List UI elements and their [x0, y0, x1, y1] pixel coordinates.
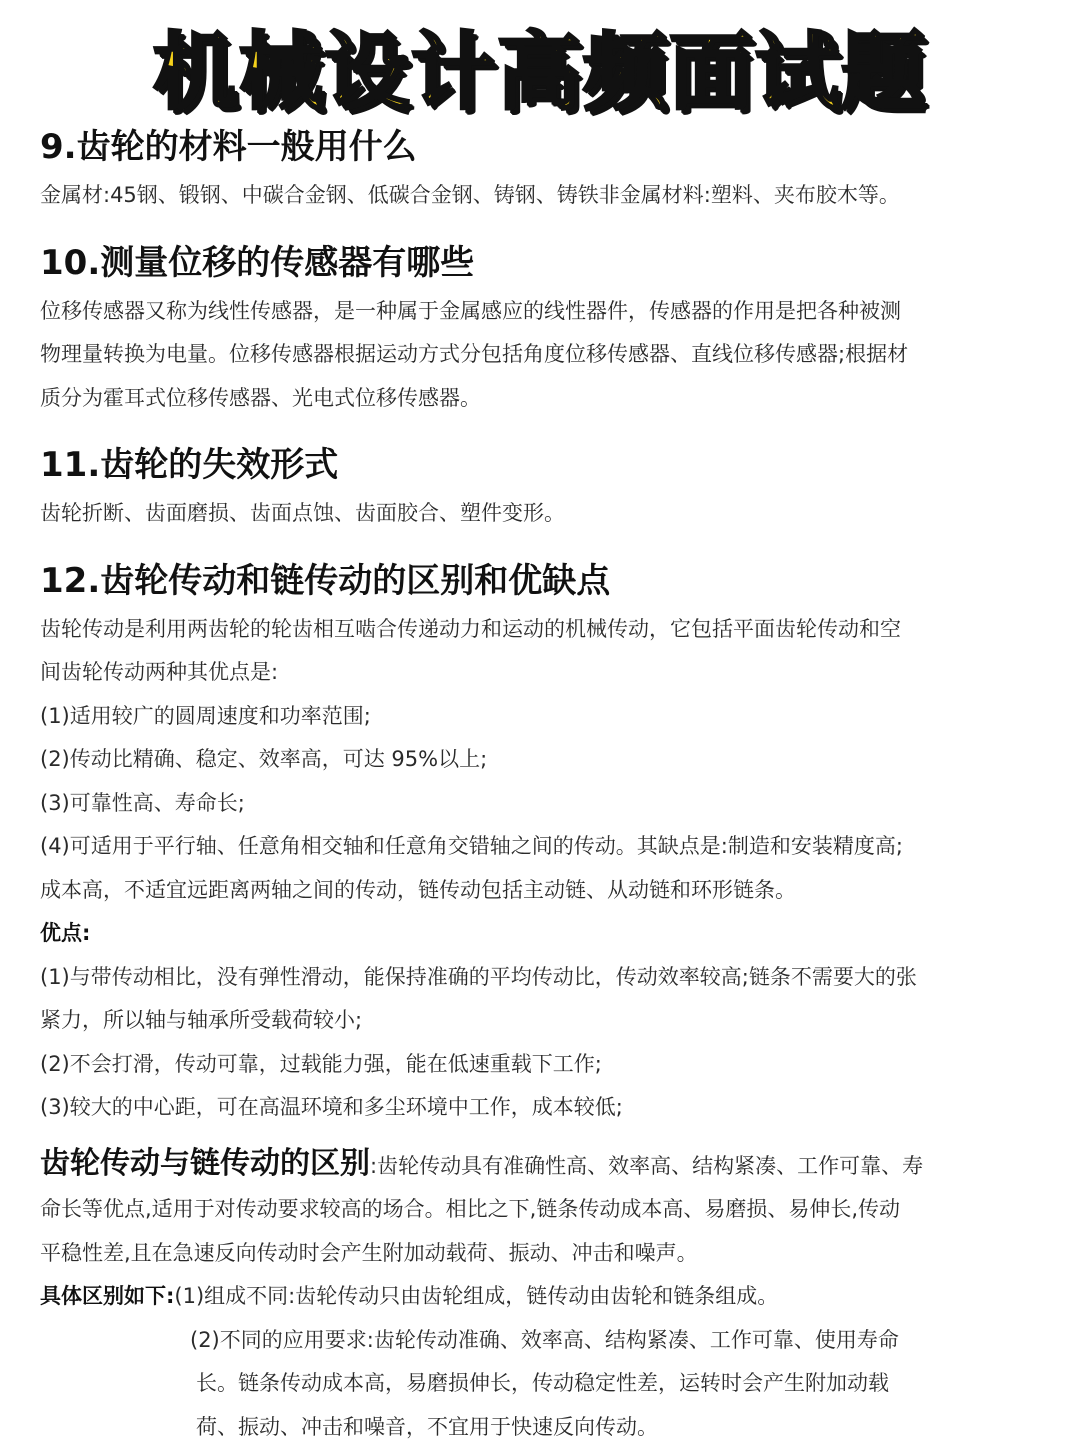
- section-9: [40, 120, 1050, 218]
- advantages-label: 优点:: [40, 912, 1050, 956]
- paragraph-line: 紧力，所以轴与轴承所受载荷较小;: [40, 999, 1050, 1043]
- detail-label: 具体区别如下:: [40, 1284, 174, 1308]
- list-item: (3)可靠性高、寿命长;: [40, 782, 1050, 826]
- detail-first-row: [40, 1275, 1050, 1319]
- list-item: (3)较大的中心距，可在高温环境和多尘环境中工作，成本较低;: [40, 1086, 1050, 1130]
- difference-heading: 齿轮传动与链传动的区别: [40, 1146, 370, 1181]
- section-12: [40, 554, 1050, 1130]
- paragraph-line: 命长等优点,适用于对传动要求较高的场合。相比之下,链条传动成本高、易磨损、易伸长,传动: [40, 1188, 1050, 1232]
- paragraph-line: 长。链条传动成本高，易磨损伸长，传动稳定性差，运转时会产生附加动载: [40, 1362, 1050, 1406]
- section-heading: 11.齿轮的失效形式: [40, 438, 1050, 492]
- section-10: [40, 236, 1050, 421]
- paragraph-line: 齿轮传动是利用两齿轮的轮齿相互啮合传递动力和运动的机械传动，它包括平面齿轮传动和空: [40, 608, 1050, 652]
- detail-item: (1)组成不同:齿轮传动只由齿轮组成，链传动由齿轮和链条组成。: [174, 1284, 778, 1308]
- list-item: (4)可适用于平行轴、任意角相交轴和任意角交错轴之间的传动。其缺点是:制造和安装精度高;: [40, 825, 1050, 869]
- paragraph-line: 质分为霍耳式位移传感器、光电式位移传感器。: [40, 377, 1050, 421]
- paragraph-line: 物理量转换为电量。位移传感器根据运动方式分包括角度位移传感器、直线位移传感器;根据材: [40, 333, 1050, 377]
- section-heading: 9.齿轮的材料一般用什么: [40, 120, 1050, 174]
- list-item: (2)不会打滑，传动可靠，过载能力强，能在低速重载下工作;: [40, 1043, 1050, 1087]
- paragraph-line: 荷、振动、冲击和噪音，不宜用于快速反向传动。: [40, 1406, 1050, 1449]
- detail-item: (2)不同的应用要求:齿轮传动准确、效率高、结构紧凑、工作可靠、使用寿命: [40, 1319, 1050, 1363]
- difference-section: [40, 1142, 1050, 1449]
- paragraph-line: 成本高，不适宜远距离两轴之间的传动，链传动包括主动链、从动链和环形链条。: [40, 869, 1050, 913]
- section-11: [40, 438, 1050, 536]
- page-title: 机械设计高频面试题: [0, 22, 1080, 122]
- difference-intro: [40, 1142, 1050, 1189]
- section-heading: 12.齿轮传动和链传动的区别和优缺点: [40, 554, 1050, 608]
- list-item: (2)传动比精确、稳定、效率高，可达 95%以上;: [40, 738, 1050, 782]
- paragraph-line: 金属材:45钢、锻钢、中碳合金钢、低碳合金钢、铸钢、铸铁非金属材料:塑料、夹布胶木等。: [40, 174, 1050, 218]
- section-heading: 10.测量位移的传感器有哪些: [40, 236, 1050, 290]
- paragraph-line: 齿轮折断、齿面磨损、齿面点蚀、齿面胶合、塑件变形。: [40, 492, 1050, 536]
- paragraph-line: 位移传感器又称为线性传感器，是一种属于金属感应的线性器件，传感器的作用是把各种被测: [40, 290, 1050, 334]
- paragraph-line: 间齿轮传动两种其优点是:: [40, 651, 1050, 695]
- list-item: (1)适用较广的圆周速度和功率范围;: [40, 695, 1050, 739]
- paragraph-line: 平稳性差,且在急速反向传动时会产生附加动载荷、振动、冲击和噪声。: [40, 1232, 1050, 1276]
- difference-first-line: :齿轮传动具有准确性高、效率高、结构紧凑、工作可靠、寿: [370, 1154, 923, 1178]
- article-body: [40, 120, 1050, 1449]
- list-item: (1)与带传动相比，没有弹性滑动，能保持准确的平均传动比，传动效率较高;链条不需要大的张: [40, 956, 1050, 1000]
